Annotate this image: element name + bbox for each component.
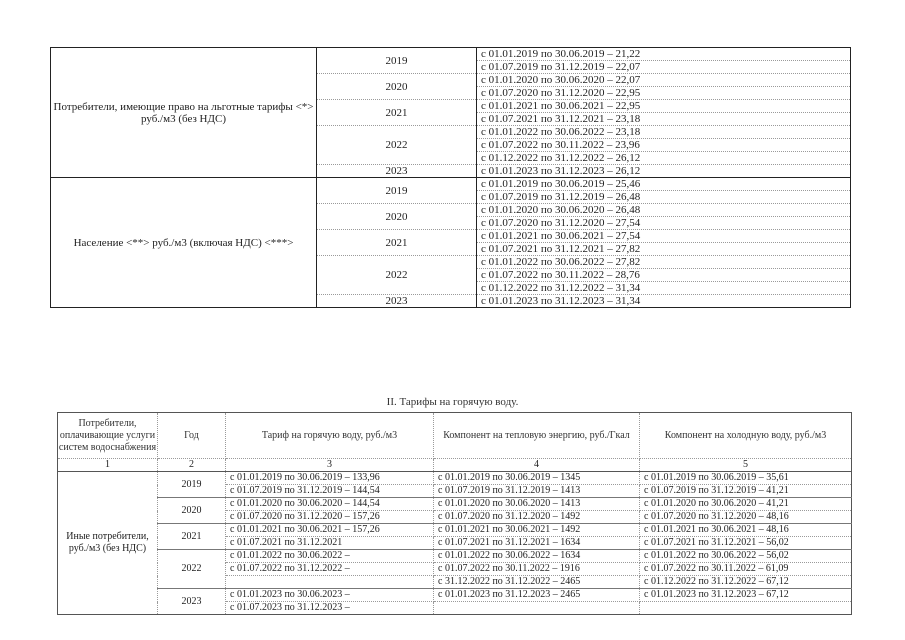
header-cold-water-component: Компонент на холодную воду, руб./м3 [640,413,852,459]
cold-water-component: с 01.01.2021 по 30.06.2021 – 48,16 [640,524,852,537]
year-cell: 2020 [158,498,226,524]
heat-component: с 01.07.2019 по 31.12.2019 – 1413 [434,485,640,498]
header-year: Год [158,413,226,459]
period-tariff: с 01.01.2021 по 30.06.2021 – 27,54 [477,230,851,243]
period-tariff: с 01.01.2020 по 30.06.2020 – 22,07 [477,74,851,87]
year-cell: 2022 [317,126,477,165]
hot-water-tariff: с 01.07.2023 по 31.12.2023 – [226,602,434,615]
heat-component: с 01.07.2020 по 31.12.2020 – 1492 [434,511,640,524]
column-number: 5 [640,459,852,472]
column-number: 2 [158,459,226,472]
header-heat-component: Компонент на тепловую энергию, руб./Гкал [434,413,640,459]
year-cell: 2023 [158,589,226,615]
tariff-row [58,589,852,602]
consumer-category: Население <**> руб./м3 (включая НДС) <***> [51,178,317,308]
period-tariff: с 01.01.2019 по 30.06.2019 – 21,22 [477,48,851,61]
period-tariff: с 01.01.2023 по 31.12.2023 – 31,34 [477,295,851,308]
year-cell: 2021 [158,524,226,550]
hot-water-tariffs-table [57,412,852,615]
period-tariff: с 01.01.2023 по 31.12.2023 – 26,12 [477,165,851,178]
tariff-row [58,550,852,563]
hot-water-tariff: с 01.01.2019 по 30.06.2019 – 133,96 [226,472,434,485]
year-cell: 2021 [317,230,477,256]
period-tariff: с 01.07.2019 по 31.12.2019 – 22,07 [477,61,851,74]
year-cell: 2020 [317,74,477,100]
period-tariff: с 01.12.2022 по 31.12.2022 – 26,12 [477,152,851,165]
year-cell: 2022 [158,550,226,589]
year-cell: 2019 [317,48,477,74]
tariff-row [51,48,851,61]
period-tariff: с 01.01.2019 по 30.06.2019 – 25,46 [477,178,851,191]
cold-water-component: с 01.01.2020 по 30.06.2020 – 41,21 [640,498,852,511]
heat-component: с 01.01.2020 по 30.06.2020 – 1413 [434,498,640,511]
section-title: II. Тарифы на горячую воду. [386,396,519,408]
period-tariff: с 01.07.2020 по 31.12.2020 – 27,54 [477,217,851,230]
year-cell: 2023 [317,165,477,178]
period-tariff: с 01.07.2021 по 31.12.2021 – 27,82 [477,243,851,256]
heat-component [434,602,640,615]
hot-water-tariff: с 01.01.2022 по 30.06.2022 – [226,550,434,563]
hot-water-tariff [226,576,434,589]
tariff-row [58,524,852,537]
hot-water-tariffs-body [58,472,852,615]
period-tariff: с 01.12.2022 по 31.12.2022 – 31,34 [477,282,851,295]
hot-water-tariff: с 01.07.2019 по 31.12.2019 – 144,54 [226,485,434,498]
consumer-category: Потребители, имеющие право на льготные тарифы <*> руб./м3 (без НДС) [51,48,317,178]
year-cell: 2019 [317,178,477,204]
period-tariff: с 01.01.2022 по 30.06.2022 – 23,18 [477,126,851,139]
cold-water-component: с 01.12.2022 по 31.12.2022 – 67,12 [640,576,852,589]
hot-water-tariff: с 01.01.2020 по 30.06.2020 – 144,54 [226,498,434,511]
hot-water-tariff: с 01.01.2023 по 30.06.2023 – [226,589,434,602]
preferential-tariffs-table [50,47,851,308]
consumer-category: Иные потребители, руб./м3 (без НДС) [58,472,158,615]
column-number: 3 [226,459,434,472]
cold-water-component: с 01.07.2019 по 31.12.2019 – 41,21 [640,485,852,498]
period-tariff: с 01.07.2021 по 31.12.2021 – 23,18 [477,113,851,126]
cold-water-component: с 01.01.2022 по 30.06.2022 – 56,02 [640,550,852,563]
header-consumers: Потребители, оплачивающие услуги систем водоснабжения [58,413,158,459]
tariff-row [58,472,852,485]
hot-water-tariff: с 01.07.2020 по 31.12.2020 – 157,26 [226,511,434,524]
cold-water-component: с 01.01.2023 по 31.12.2023 – 67,12 [640,589,852,602]
hot-water-tariff: с 01.01.2021 по 30.06.2021 – 157,26 [226,524,434,537]
period-tariff: с 01.01.2020 по 30.06.2020 – 26,48 [477,204,851,217]
period-tariff: с 01.01.2022 по 30.06.2022 – 27,82 [477,256,851,269]
year-cell: 2019 [158,472,226,498]
hot-water-tariff: с 01.07.2022 по 31.12.2022 – [226,563,434,576]
heat-component: с 01.01.2023 по 31.12.2023 – 2465 [434,589,640,602]
year-cell: 2022 [317,256,477,295]
year-cell: 2020 [317,204,477,230]
period-tariff: с 01.07.2020 по 31.12.2020 – 22,95 [477,87,851,100]
cold-water-component: с 01.07.2020 по 31.12.2020 – 48,16 [640,511,852,524]
cold-water-component [640,602,852,615]
cold-water-component: с 01.07.2021 по 31.12.2021 – 56,02 [640,537,852,550]
year-cell: 2023 [317,295,477,308]
column-number: 1 [58,459,158,472]
header-hot-water-tariff: Тариф на горячую воду, руб./м3 [226,413,434,459]
heat-component: с 01.01.2019 по 30.06.2019 – 1345 [434,472,640,485]
cold-water-component: с 01.01.2019 по 30.06.2019 – 35,61 [640,472,852,485]
heat-component: с 01.07.2021 по 31.12.2021 – 1634 [434,537,640,550]
heat-component: с 01.01.2022 по 30.06.2022 – 1634 [434,550,640,563]
tariff-row [51,178,851,191]
column-number: 4 [434,459,640,472]
year-cell: 2021 [317,100,477,126]
period-tariff: с 01.07.2019 по 31.12.2019 – 26,48 [477,191,851,204]
preferential-tariffs-body [51,48,851,308]
hot-water-tariff: с 01.07.2021 по 31.12.2021 [226,537,434,550]
period-tariff: с 01.07.2022 по 30.11.2022 – 23,96 [477,139,851,152]
heat-component: с 01.01.2021 по 30.06.2021 – 1492 [434,524,640,537]
period-tariff: с 01.01.2021 по 30.06.2021 – 22,95 [477,100,851,113]
period-tariff: с 01.07.2022 по 30.11.2022 – 28,76 [477,269,851,282]
cold-water-component: с 01.07.2022 по 30.11.2022 – 61,09 [640,563,852,576]
heat-component: с 01.07.2022 по 30.11.2022 – 1916 [434,563,640,576]
tariff-row [58,498,852,511]
heat-component: с 31.12.2022 по 31.12.2022 – 2465 [434,576,640,589]
